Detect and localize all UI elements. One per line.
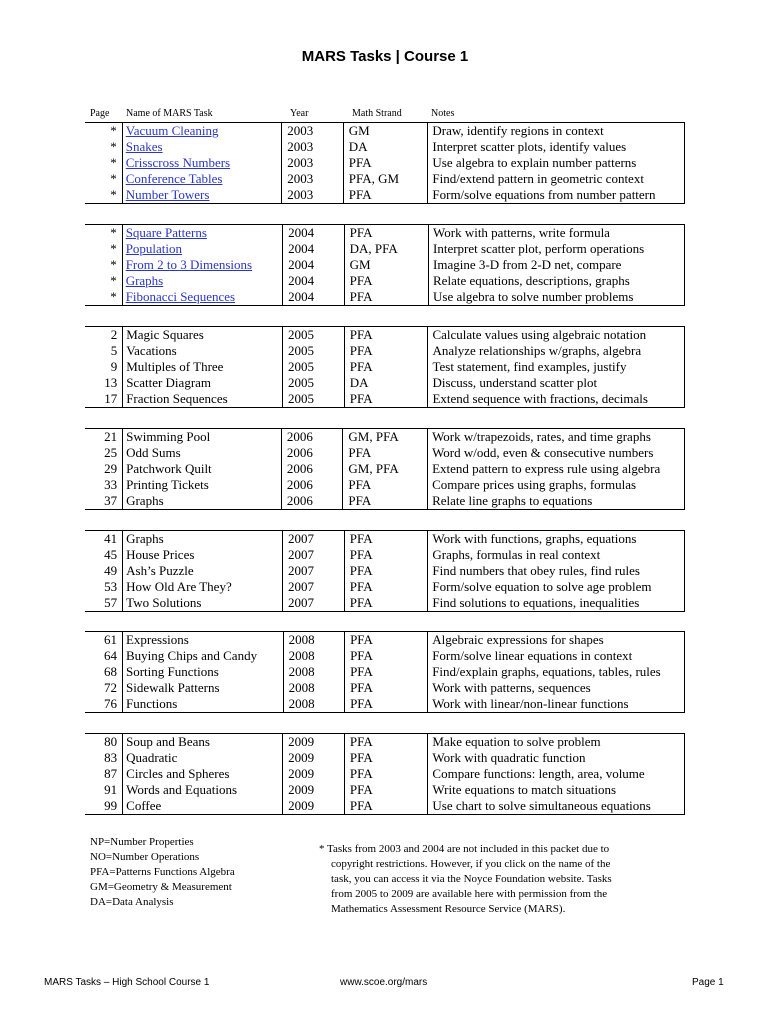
task-name-cell: Ash’s Puzzle xyxy=(123,563,283,579)
year-cell: 2007 xyxy=(283,579,345,595)
notes-cell: Find numbers that obey rules, find rules xyxy=(428,563,685,579)
page-number-cell: 99 xyxy=(85,798,123,815)
notes-cell: Form/solve equation to solve age problem xyxy=(428,579,685,595)
strand-legend xyxy=(90,835,235,910)
math-strand-cell: PFA xyxy=(345,664,428,680)
column-headers xyxy=(0,108,770,122)
task-name-cell: Scatter Diagram xyxy=(123,375,283,391)
task-link[interactable]: Conference Tables xyxy=(125,171,223,186)
year-cell: 2006 xyxy=(281,477,343,493)
table-row xyxy=(85,477,685,493)
table-row xyxy=(85,579,685,595)
header-notes: Notes xyxy=(431,108,455,119)
year-cell: 2004 xyxy=(283,257,344,273)
task-link[interactable]: From 2 to 3 Dimensions xyxy=(125,257,253,272)
page-number-cell: * xyxy=(110,273,117,288)
math-strand-cell: PFA xyxy=(343,445,428,461)
table-row xyxy=(85,461,685,477)
task-name-cell: Circles and Spheres xyxy=(123,766,283,782)
page-number-cell: 33 xyxy=(104,477,118,492)
task-name-cell: Graphs xyxy=(123,531,283,548)
notes-cell: Graphs, formulas in real context xyxy=(428,547,685,563)
task-name-cell: Printing Tickets xyxy=(123,477,282,493)
task-name-cell xyxy=(122,171,281,187)
task-group xyxy=(85,224,685,306)
notes-cell: Use chart to solve simultaneous equations xyxy=(428,798,685,815)
footnote-line: task, you can access it via the Noyce Foundation website. Tasks xyxy=(331,873,612,885)
table-row xyxy=(85,782,685,798)
year-cell: 2009 xyxy=(283,782,345,798)
math-strand-cell: PFA xyxy=(344,289,428,306)
year-cell: 2005 xyxy=(282,327,344,344)
year-cell: 2007 xyxy=(283,595,345,612)
task-name-cell xyxy=(122,187,281,204)
page-number-cell: * xyxy=(85,289,122,306)
task-link[interactable]: Crisscross Numbers xyxy=(125,155,231,170)
task-group xyxy=(85,631,685,713)
math-strand-cell: PFA xyxy=(345,680,428,696)
task-name-cell: Two Solutions xyxy=(123,595,283,612)
task-name-cell: Vacations xyxy=(123,343,283,359)
year-cell: 2003 xyxy=(282,139,344,155)
notes-cell: Extend pattern to express rule using algebra xyxy=(428,461,685,477)
page-number-cell: 5 xyxy=(110,343,118,358)
task-table xyxy=(85,122,685,204)
task-name-cell: Quadratic xyxy=(123,750,283,766)
task-group xyxy=(85,428,685,510)
notes-cell: Work with patterns, sequences xyxy=(428,680,685,696)
task-name-cell: Expressions xyxy=(122,632,283,649)
year-cell: 2003 xyxy=(282,171,344,187)
header-page: Page xyxy=(90,108,110,119)
math-strand-cell: DA xyxy=(344,375,428,391)
table-row xyxy=(85,563,685,579)
page-number-cell: * xyxy=(110,139,117,154)
task-link[interactable]: Fibonacci Sequences xyxy=(125,289,236,304)
page-number-cell: 83 xyxy=(104,750,118,765)
math-strand-cell: PFA xyxy=(343,155,428,171)
legend-item: GM=Geometry & Measurement xyxy=(90,881,232,893)
year-cell: 2004 xyxy=(283,273,344,289)
table-row xyxy=(85,632,685,649)
notes-cell: Use algebra to solve number problems xyxy=(429,289,685,306)
year-cell: 2007 xyxy=(283,547,345,563)
page-number-cell: 72 xyxy=(103,680,117,695)
table-row xyxy=(85,391,685,408)
math-strand-cell: PFA xyxy=(344,359,428,375)
task-table xyxy=(85,733,685,815)
table-row xyxy=(85,595,685,612)
task-group xyxy=(85,530,685,612)
page-number-cell: * xyxy=(110,257,117,272)
legend-item: DA=Data Analysis xyxy=(90,896,174,908)
year-cell: 2004 xyxy=(283,241,344,257)
year-cell: 2009 xyxy=(283,798,345,815)
task-name-cell: Buying Chips and Candy xyxy=(122,648,283,664)
table-row xyxy=(85,257,685,273)
table-row xyxy=(85,187,685,204)
page-number-cell: * xyxy=(110,241,117,256)
page-title: MARS Tasks | Course 1 xyxy=(301,48,469,65)
math-strand-cell: PFA xyxy=(343,187,428,204)
footnote-line: Mathematics Assessment Resource Service (MARS). xyxy=(331,903,566,915)
notes-cell: Relate equations, descriptions, graphs xyxy=(429,273,685,289)
year-cell: 2004 xyxy=(283,289,344,306)
task-name-cell: How Old Are They? xyxy=(123,579,283,595)
page-number-cell: 29 xyxy=(104,461,118,476)
math-strand-cell: PFA xyxy=(344,531,428,548)
notes-cell: Interpret scatter plots, identify values xyxy=(428,139,685,155)
task-table xyxy=(85,224,685,306)
table-row xyxy=(85,155,685,171)
year-cell: 2007 xyxy=(283,563,345,579)
math-strand-cell: PFA xyxy=(343,493,428,510)
year-cell: 2003 xyxy=(282,155,344,171)
notes-cell: Compare functions: length, area, volume xyxy=(428,766,685,782)
page-number-cell: 21 xyxy=(85,429,123,446)
task-link[interactable]: Population xyxy=(125,241,183,256)
task-name-cell: Magic Squares xyxy=(123,327,283,344)
year-cell: 2005 xyxy=(282,375,344,391)
table-row xyxy=(85,123,685,140)
task-name-cell: Sorting Functions xyxy=(122,664,283,680)
page-number-cell: 45 xyxy=(104,547,118,562)
math-strand-cell: PFA xyxy=(344,766,428,782)
page-number-cell: 80 xyxy=(85,734,123,751)
table-row xyxy=(85,696,685,713)
task-name-cell xyxy=(122,155,281,171)
math-strand-cell: DA, PFA xyxy=(344,241,428,257)
year-cell: 2006 xyxy=(281,429,343,446)
notes-cell: Find/extend pattern in geometric context xyxy=(428,171,685,187)
page-number-cell: 53 xyxy=(104,579,118,594)
page-number-cell: 68 xyxy=(103,664,117,679)
notes-cell: Analyze relationships w/graphs, algebra xyxy=(428,343,685,359)
notes-cell: Work w/trapezoids, rates, and time graphs xyxy=(428,429,685,446)
page-number-cell: 64 xyxy=(103,648,117,663)
task-link[interactable]: Vacuum Cleaning xyxy=(125,123,219,138)
year-cell: 2005 xyxy=(282,359,344,375)
task-name-cell xyxy=(122,123,281,140)
table-row xyxy=(85,171,685,187)
year-cell: 2003 xyxy=(282,187,344,204)
year-cell: 2008 xyxy=(283,664,344,680)
notes-cell: Work with linear/non-linear functions xyxy=(428,696,685,713)
table-row xyxy=(85,547,685,563)
notes-cell: Work with functions, graphs, equations xyxy=(428,531,685,548)
footnote-line: from 2005 to 2009 are available here with permission from the xyxy=(331,888,608,900)
math-strand-cell: PFA xyxy=(344,734,428,751)
year-cell: 2005 xyxy=(282,391,344,408)
task-group xyxy=(85,733,685,815)
task-name-cell: Coffee xyxy=(123,798,283,815)
footer-page-number: Page 1 xyxy=(692,977,724,988)
table-row xyxy=(85,680,685,696)
table-row xyxy=(85,139,685,155)
page-number-cell: 49 xyxy=(104,563,118,578)
year-cell: 2008 xyxy=(283,680,344,696)
year-cell: 2009 xyxy=(283,750,345,766)
notes-cell: Relate line graphs to equations xyxy=(428,493,685,510)
task-name-cell: House Prices xyxy=(123,547,283,563)
notes-cell: Form/solve linear equations in context xyxy=(428,648,685,664)
notes-cell: Discuss, understand scatter plot xyxy=(428,375,685,391)
math-strand-cell: PFA xyxy=(344,327,428,344)
notes-cell: Algebraic expressions for shapes xyxy=(428,632,685,649)
notes-cell: Write equations to match situations xyxy=(428,782,685,798)
notes-cell: Find solutions to equations, inequalities xyxy=(428,595,685,612)
page-number-cell: 13 xyxy=(104,375,118,390)
math-strand-cell: GM xyxy=(344,257,428,273)
task-name-cell xyxy=(122,289,282,306)
page-number-cell: * xyxy=(110,171,117,186)
task-link[interactable]: Snakes xyxy=(125,139,163,154)
task-name-cell: Sidewalk Patterns xyxy=(122,680,283,696)
math-strand-cell: PFA xyxy=(344,225,428,242)
footnote-line: copyright restrictions. However, if you click on the name of the xyxy=(331,858,611,870)
notes-cell: Imagine 3-D from 2-D net, compare xyxy=(429,257,685,273)
table-row xyxy=(85,273,685,289)
task-table xyxy=(85,428,685,510)
notes-cell: Word w/odd, even & consecutive numbers xyxy=(428,445,685,461)
task-link[interactable]: Graphs xyxy=(125,273,164,288)
math-strand-cell: PFA xyxy=(344,563,428,579)
table-row xyxy=(85,493,685,510)
table-row xyxy=(85,241,685,257)
year-cell: 2006 xyxy=(281,445,343,461)
math-strand-cell: PFA xyxy=(345,632,428,649)
math-strand-cell: PFA xyxy=(344,782,428,798)
page-number-cell: 37 xyxy=(85,493,123,510)
table-row xyxy=(85,327,685,344)
table-row xyxy=(85,531,685,548)
math-strand-cell: GM, PFA xyxy=(343,461,428,477)
math-strand-cell: PFA xyxy=(344,547,428,563)
page-number-cell: * xyxy=(110,155,117,170)
math-strand-cell: GM, PFA xyxy=(343,429,428,446)
year-cell: 2008 xyxy=(283,632,344,649)
legend-item: NO=Number Operations xyxy=(90,851,200,863)
page-number-cell: 2 xyxy=(85,327,123,344)
page-number-cell: 87 xyxy=(104,766,118,781)
task-name-cell: Patchwork Quilt xyxy=(123,461,282,477)
math-strand-cell: PFA xyxy=(344,391,428,408)
task-name-cell: Multiples of Three xyxy=(123,359,283,375)
math-strand-cell: GM xyxy=(343,123,428,140)
notes-cell: Work with patterns, write formula xyxy=(429,225,685,242)
header-year: Year xyxy=(290,108,309,119)
page-number-cell: 9 xyxy=(110,359,118,374)
table-row xyxy=(85,664,685,680)
year-cell: 2007 xyxy=(283,531,345,548)
table-row xyxy=(85,734,685,751)
year-cell: 2006 xyxy=(281,493,343,510)
year-cell: 2005 xyxy=(282,343,344,359)
task-name-cell xyxy=(122,241,282,257)
page-number-cell: * xyxy=(85,225,122,242)
task-group xyxy=(85,326,685,408)
footer-center: www.scoe.org/mars xyxy=(340,977,428,988)
table-row xyxy=(85,648,685,664)
notes-cell: Make equation to solve problem xyxy=(428,734,685,751)
legend-item: PFA=Patterns Functions Algebra xyxy=(90,866,235,878)
year-cell: 2008 xyxy=(283,648,344,664)
task-table xyxy=(85,631,685,713)
task-group xyxy=(85,122,685,204)
math-strand-cell: PFA xyxy=(344,798,428,815)
math-strand-cell: PFA xyxy=(344,273,428,289)
notes-cell: Compare prices using graphs, formulas xyxy=(428,477,685,493)
task-name-cell xyxy=(122,257,282,273)
math-strand-cell: PFA xyxy=(344,750,428,766)
footnote xyxy=(319,842,664,917)
task-name-cell: Words and Equations xyxy=(123,782,283,798)
page-number-cell: 25 xyxy=(104,445,118,460)
year-cell: 2009 xyxy=(283,766,345,782)
notes-cell: Use algebra to explain number patterns xyxy=(428,155,685,171)
task-name-cell: Odd Sums xyxy=(123,445,282,461)
task-table xyxy=(85,530,685,612)
year-cell: 2009 xyxy=(283,734,345,751)
footnote-line: * Tasks from 2003 and 2004 are not included in this packet due to xyxy=(319,843,610,855)
notes-cell: Work with quadratic function xyxy=(428,750,685,766)
task-link[interactable]: Number Towers xyxy=(125,187,210,202)
math-strand-cell: PFA xyxy=(344,579,428,595)
page-number-cell: * xyxy=(85,187,122,204)
page-number-cell: 76 xyxy=(85,696,122,713)
math-strand-cell: PFA, GM xyxy=(343,171,428,187)
page-number-cell: * xyxy=(85,123,122,140)
math-strand-cell: PFA xyxy=(343,477,428,493)
footer-left: MARS Tasks – High School Course 1 xyxy=(44,977,210,988)
notes-cell: Find/explain graphs, equations, tables, rules xyxy=(428,664,685,680)
task-name-cell xyxy=(122,273,282,289)
task-name-cell: Graphs xyxy=(123,493,282,510)
math-strand-cell: PFA xyxy=(345,696,428,713)
table-row xyxy=(85,750,685,766)
math-strand-cell: PFA xyxy=(344,595,428,612)
task-name-cell: Swimming Pool xyxy=(123,429,282,446)
page-number-cell: 61 xyxy=(85,632,122,649)
notes-cell: Calculate values using algebraic notation xyxy=(428,327,685,344)
task-table xyxy=(85,326,685,408)
table-row xyxy=(85,375,685,391)
table-row xyxy=(85,343,685,359)
task-link[interactable]: Square Patterns xyxy=(125,225,207,240)
page-number-cell: 17 xyxy=(85,391,123,408)
year-cell: 2006 xyxy=(281,461,343,477)
table-row xyxy=(85,429,685,446)
math-strand-cell: PFA xyxy=(344,343,428,359)
header-task: Name of MARS Task xyxy=(126,108,213,119)
table-row xyxy=(85,445,685,461)
task-name-cell xyxy=(122,139,281,155)
notes-cell: Extend sequence with fractions, decimals xyxy=(428,391,685,408)
task-name-cell xyxy=(122,225,282,242)
table-row xyxy=(85,359,685,375)
notes-cell: Form/solve equations from number pattern xyxy=(428,187,685,204)
math-strand-cell: PFA xyxy=(345,648,428,664)
legend-item: NP=Number Properties xyxy=(90,836,194,848)
table-row xyxy=(85,225,685,242)
table-row xyxy=(85,766,685,782)
task-name-cell: Soup and Beans xyxy=(123,734,283,751)
page-number-cell: 57 xyxy=(85,595,123,612)
notes-cell: Interpret scatter plot, perform operations xyxy=(429,241,685,257)
header-strand: Math Strand xyxy=(352,108,402,119)
table-row xyxy=(85,798,685,815)
year-cell: 2003 xyxy=(282,123,344,140)
notes-cell: Draw, identify regions in context xyxy=(428,123,685,140)
table-row xyxy=(85,289,685,306)
page-number-cell: 91 xyxy=(104,782,118,797)
notes-cell: Test statement, find examples, justify xyxy=(428,359,685,375)
year-cell: 2004 xyxy=(283,225,344,242)
year-cell: 2008 xyxy=(283,696,344,713)
task-name-cell: Fraction Sequences xyxy=(123,391,283,408)
page-number-cell: 41 xyxy=(85,531,123,548)
task-name-cell: Functions xyxy=(122,696,283,713)
math-strand-cell: DA xyxy=(343,139,428,155)
